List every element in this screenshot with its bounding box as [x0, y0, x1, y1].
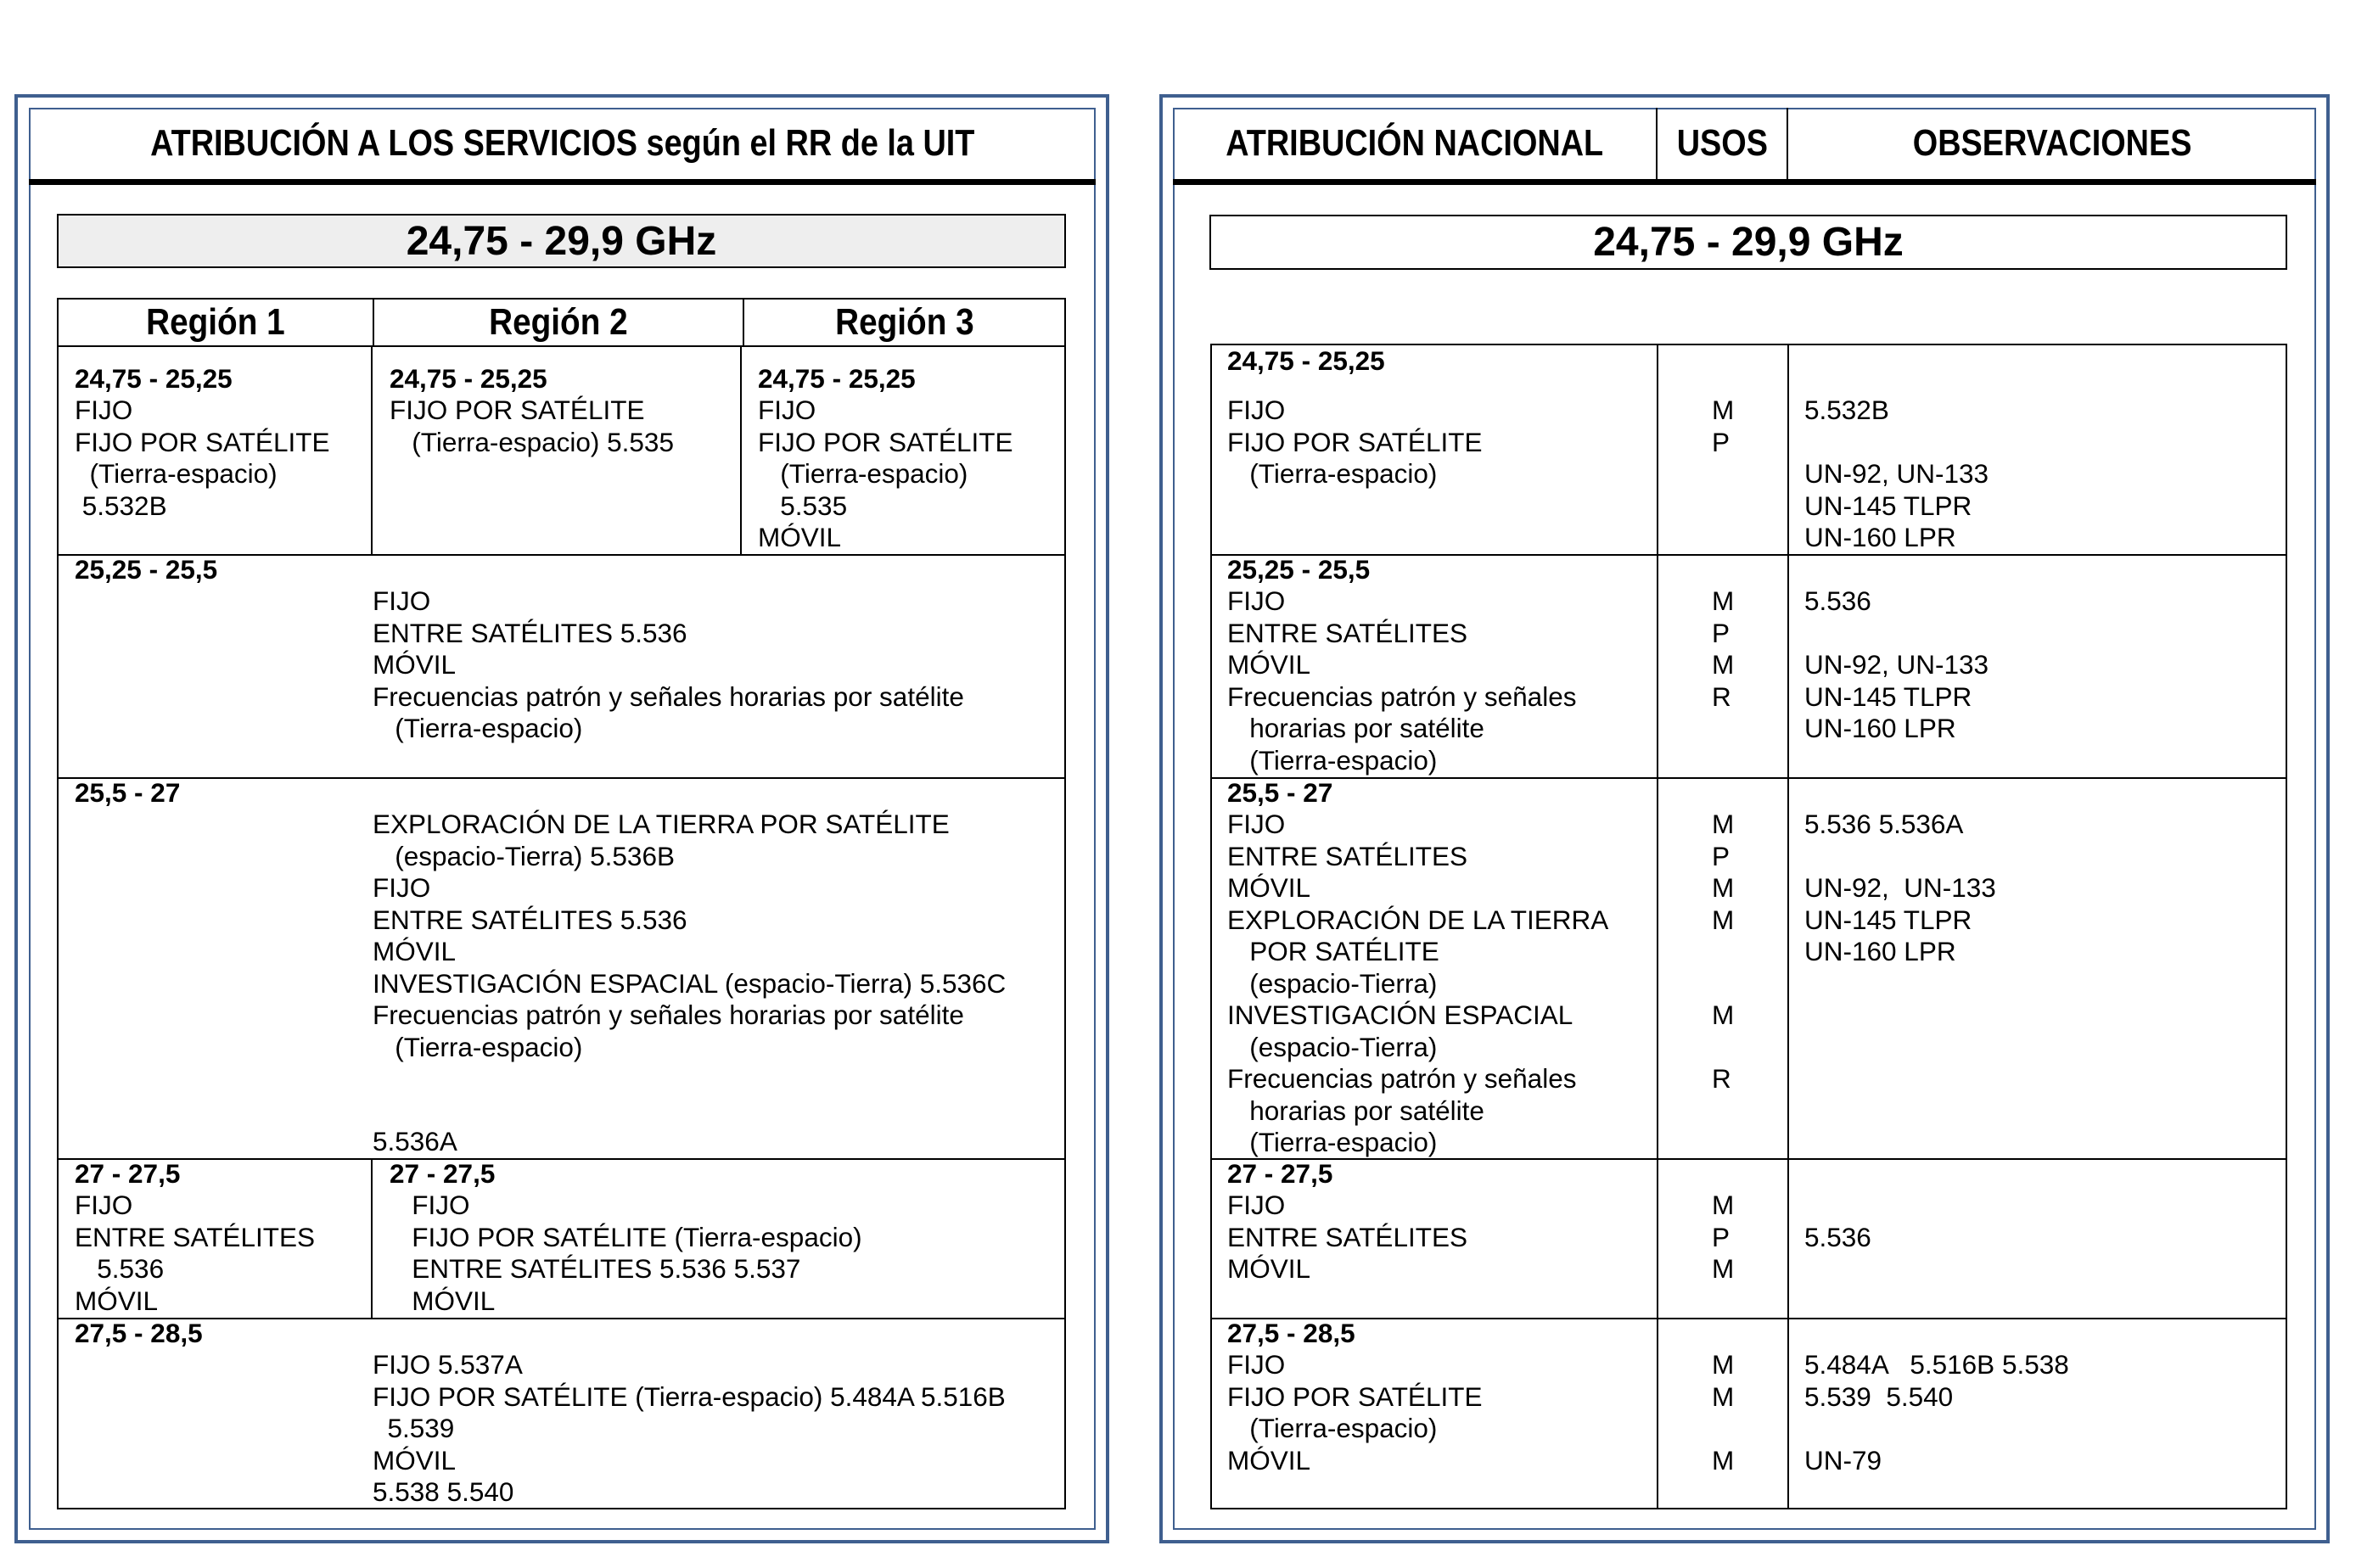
nat-block3-uso: M: [1712, 904, 1735, 935]
nat-block5-uso: M: [1712, 1445, 1735, 1476]
nat-block3-line: EXPLORACIÓN DE LA TIERRA: [1227, 904, 1609, 935]
region-header-row: [57, 298, 1066, 347]
nat-block5-title: 27,5 - 28,5: [1227, 1318, 1355, 1348]
r23-block4-title: 27 - 27,5: [390, 1158, 496, 1189]
nat-block2-line: ENTRE SATÉLITES: [1227, 618, 1467, 648]
left-block2-line: FIJO: [373, 585, 431, 616]
left-block2-line: MÓVIL: [373, 649, 457, 680]
nat-block2-uso: M: [1712, 585, 1735, 616]
nat-block3-line: INVESTIGACIÓN ESPACIAL: [1227, 1000, 1573, 1030]
hdr-observaciones-label: OBSERVACIONES: [1912, 122, 2192, 164]
nat-block5-obs: 5.484A 5.516B 5.538: [1804, 1349, 2069, 1380]
left-block3-line: EXPLORACIÓN DE LA TIERRA POR SATÉLITE: [373, 809, 950, 839]
nat-block4-uso: P: [1712, 1222, 1731, 1252]
left-block1-divider-2: [740, 345, 742, 556]
r1-block4-title: 27 - 27,5: [75, 1158, 181, 1189]
r3-block1-title: 24,75 - 25,25: [758, 363, 916, 394]
r1-block4-line: ENTRE SATÉLITES: [75, 1222, 315, 1252]
nat-block2-line: FIJO: [1227, 585, 1286, 616]
r1-block4-line: MÓVIL: [75, 1285, 159, 1316]
right-band-title: 24,75 - 29,9 GHz: [1209, 215, 2287, 270]
nat-block2-line: (Tierra-espacio): [1227, 745, 1438, 776]
nat-block3-uso: M: [1712, 1000, 1735, 1030]
nat-block1-obs: UN-160 LPR: [1804, 522, 1956, 552]
r1-block1-line: (Tierra-espacio): [75, 458, 278, 489]
right-row-sep: [1210, 1318, 2287, 1319]
left-block3-line: (espacio-Tierra) 5.536B: [373, 841, 675, 871]
left-block3-footnote: 5.536A: [373, 1126, 457, 1156]
r23-block4-line: MÓVIL: [390, 1285, 496, 1316]
right-col-divider-usos: [1657, 344, 1658, 1509]
left-block3-line: FIJO: [373, 872, 431, 903]
left-block5-line: 5.539: [373, 1413, 455, 1443]
right-col-divider-obs: [1787, 344, 1789, 1509]
nat-block3-obs: UN-145 TLPR: [1804, 904, 1972, 935]
right-row-sep: [1210, 777, 2287, 779]
nat-block5-line: MÓVIL: [1227, 1445, 1311, 1476]
r1-block1-line: FIJO POR SATÉLITE: [75, 427, 330, 457]
nat-block3-line: horarias por satélite: [1227, 1095, 1484, 1126]
nat-block5-uso: M: [1712, 1349, 1735, 1380]
nat-block3-line: (espacio-Tierra): [1227, 1032, 1438, 1062]
nat-block3-title: 25,5 - 27: [1227, 777, 1333, 808]
left-block3-line: ENTRE SATÉLITES 5.536: [373, 904, 687, 935]
left-header: [29, 108, 1096, 185]
left-block5-line: FIJO POR SATÉLITE (Tierra-espacio) 5.484A 5.516B: [373, 1381, 1006, 1412]
nat-block3-uso: P: [1712, 841, 1731, 871]
nat-block4-title: 27 - 27,5: [1227, 1158, 1333, 1189]
left-block2-line: (Tierra-espacio): [373, 713, 583, 743]
nat-block2-uso: R: [1712, 681, 1731, 712]
nat-block3-line: FIJO: [1227, 809, 1286, 839]
nat-block4-uso: M: [1712, 1253, 1735, 1284]
nat-block5-uso: M: [1712, 1381, 1735, 1412]
r3-block1-line: MÓVIL: [758, 522, 842, 552]
nat-block5-line: FIJO: [1227, 1349, 1286, 1380]
nat-block5-obs: 5.539 5.540: [1804, 1381, 1954, 1412]
nat-block2-uso: M: [1712, 649, 1735, 680]
r1-block1-line: 5.532B: [75, 490, 167, 521]
nat-block1-obs: UN-145 TLPR: [1804, 490, 1972, 521]
left-block5-line: 5.538 5.540: [373, 1476, 514, 1507]
region-2-header: Región 2: [374, 300, 744, 345]
hdr-usos-label: USOS: [1676, 122, 1768, 164]
left-block3-line: INVESTIGACIÓN ESPACIAL (espacio-Tierra) 5.536C: [373, 968, 1007, 999]
nat-block5-obs: UN-79: [1804, 1445, 1882, 1476]
r1-block1-title: 24,75 - 25,25: [75, 363, 233, 394]
r2-block1-line: (Tierra-espacio) 5.535: [390, 427, 674, 457]
nat-block4-line: ENTRE SATÉLITES: [1227, 1222, 1467, 1252]
nat-block3-obs: UN-92, UN-133: [1804, 872, 1996, 903]
nat-block4-line: MÓVIL: [1227, 1253, 1311, 1284]
nat-block3-obs: UN-160 LPR: [1804, 936, 1956, 966]
left-block2-title: 25,25 - 25,5: [75, 554, 218, 585]
r2-block1-title: 24,75 - 25,25: [390, 363, 547, 394]
left-block2-line: ENTRE SATÉLITES 5.536: [373, 618, 687, 648]
left-block3-line: MÓVIL: [373, 936, 457, 966]
region-3-header: Región 3: [834, 301, 974, 343]
nat-block2-obs: UN-160 LPR: [1804, 713, 1956, 743]
nat-block3-line: ENTRE SATÉLITES: [1227, 841, 1467, 871]
nat-block3-line: (Tierra-espacio): [1227, 1127, 1438, 1157]
region-1-header: Región 1: [59, 300, 374, 345]
right-header: [1173, 108, 2316, 185]
nat-block3-line: (espacio-Tierra): [1227, 968, 1438, 999]
nat-block2-obs: UN-92, UN-133: [1804, 649, 1989, 680]
nat-block4-uso: M: [1712, 1190, 1735, 1220]
nat-block4-obs: 5.536: [1804, 1222, 1871, 1252]
nat-block3-obs: 5.536 5.536A: [1804, 809, 1964, 839]
left-block3-line: (Tierra-espacio): [373, 1032, 583, 1062]
left-block5-title: 27,5 - 28,5: [75, 1318, 203, 1348]
left-block1-divider-1: [371, 345, 373, 556]
nat-block5-line: FIJO POR SATÉLITE: [1227, 1381, 1483, 1412]
left-block-27-5: [57, 1318, 1066, 1509]
r1-block4-line: 5.536: [75, 1253, 165, 1284]
hdr-atribucion-label: ATRIBUCIÓN NACIONAL: [1226, 122, 1603, 164]
nat-block1-uso: M: [1712, 395, 1735, 425]
r3-block1-line: FIJO: [758, 395, 816, 425]
nat-block3-line: MÓVIL: [1227, 872, 1311, 903]
r3-block1-line: 5.535: [758, 490, 848, 521]
r1-block4-line: FIJO: [75, 1190, 133, 1220]
nat-block2-uso: P: [1712, 618, 1731, 648]
r23-block4-line: FIJO: [390, 1190, 470, 1220]
r2-block1-line: FIJO POR SATÉLITE: [390, 395, 645, 425]
nat-block1-obs: 5.532B: [1804, 395, 1889, 425]
left-block3-title: 25,5 - 27: [75, 777, 181, 808]
left-block5-line: MÓVIL: [373, 1445, 457, 1476]
nat-block2-line: horarias por satélite: [1227, 713, 1484, 743]
hdr-col-atribucion: [1173, 108, 1658, 179]
nat-block2-line: MÓVIL: [1227, 649, 1311, 680]
left-band-title: 24,75 - 29,9 GHz: [57, 214, 1066, 268]
nat-block1-title: 24,75 - 25,25: [1227, 345, 1385, 376]
nat-block3-line: POR SATÉLITE: [1227, 936, 1439, 966]
nat-block1-obs: UN-92, UN-133: [1804, 458, 1989, 489]
r1-block1-line: FIJO: [75, 395, 133, 425]
nat-block1-line: FIJO POR SATÉLITE: [1227, 427, 1483, 457]
nat-block2-obs: 5.536: [1804, 585, 1871, 616]
left-block4-divider: [371, 1158, 373, 1319]
r23-block4-line: ENTRE SATÉLITES 5.536 5.537: [390, 1253, 801, 1284]
nat-block2-obs: UN-145 TLPR: [1804, 681, 1972, 712]
right-row-sep: [1210, 554, 2287, 556]
r23-block4-line: FIJO POR SATÉLITE (Tierra-espacio): [390, 1222, 862, 1252]
nat-block4-line: FIJO: [1227, 1190, 1286, 1220]
nat-block1-line: FIJO: [1227, 395, 1286, 425]
nat-block3-uso: R: [1712, 1063, 1731, 1094]
nat-block5-line: (Tierra-espacio): [1227, 1413, 1438, 1443]
hdr-col-usos: [1658, 108, 1788, 179]
left-block3-line: Frecuencias patrón y señales horarias por satélite: [373, 1000, 964, 1030]
nat-block3-uso: M: [1712, 809, 1735, 839]
left-block5-line: FIJO 5.537A: [373, 1349, 523, 1380]
nat-block2-line: Frecuencias patrón y señales: [1227, 681, 1577, 712]
left-block-25-25: [57, 554, 1066, 779]
left-header-title: ATRIBUCIÓN A LOS SERVICIOS según el RR de la UIT: [149, 122, 975, 164]
r3-block1-line: FIJO POR SATÉLITE: [758, 427, 1013, 457]
nat-block3-line: Frecuencias patrón y señales: [1227, 1063, 1577, 1094]
nat-block2-title: 25,25 - 25,5: [1227, 554, 1371, 585]
nat-block3-uso: M: [1712, 872, 1735, 903]
hdr-col-observaciones: [1788, 108, 2316, 179]
nat-block1-line: (Tierra-espacio): [1227, 458, 1438, 489]
r3-block1-line: (Tierra-espacio): [758, 458, 968, 489]
nat-block1-uso: P: [1712, 427, 1731, 457]
left-block2-line: Frecuencias patrón y señales horarias por satélite: [373, 681, 964, 712]
